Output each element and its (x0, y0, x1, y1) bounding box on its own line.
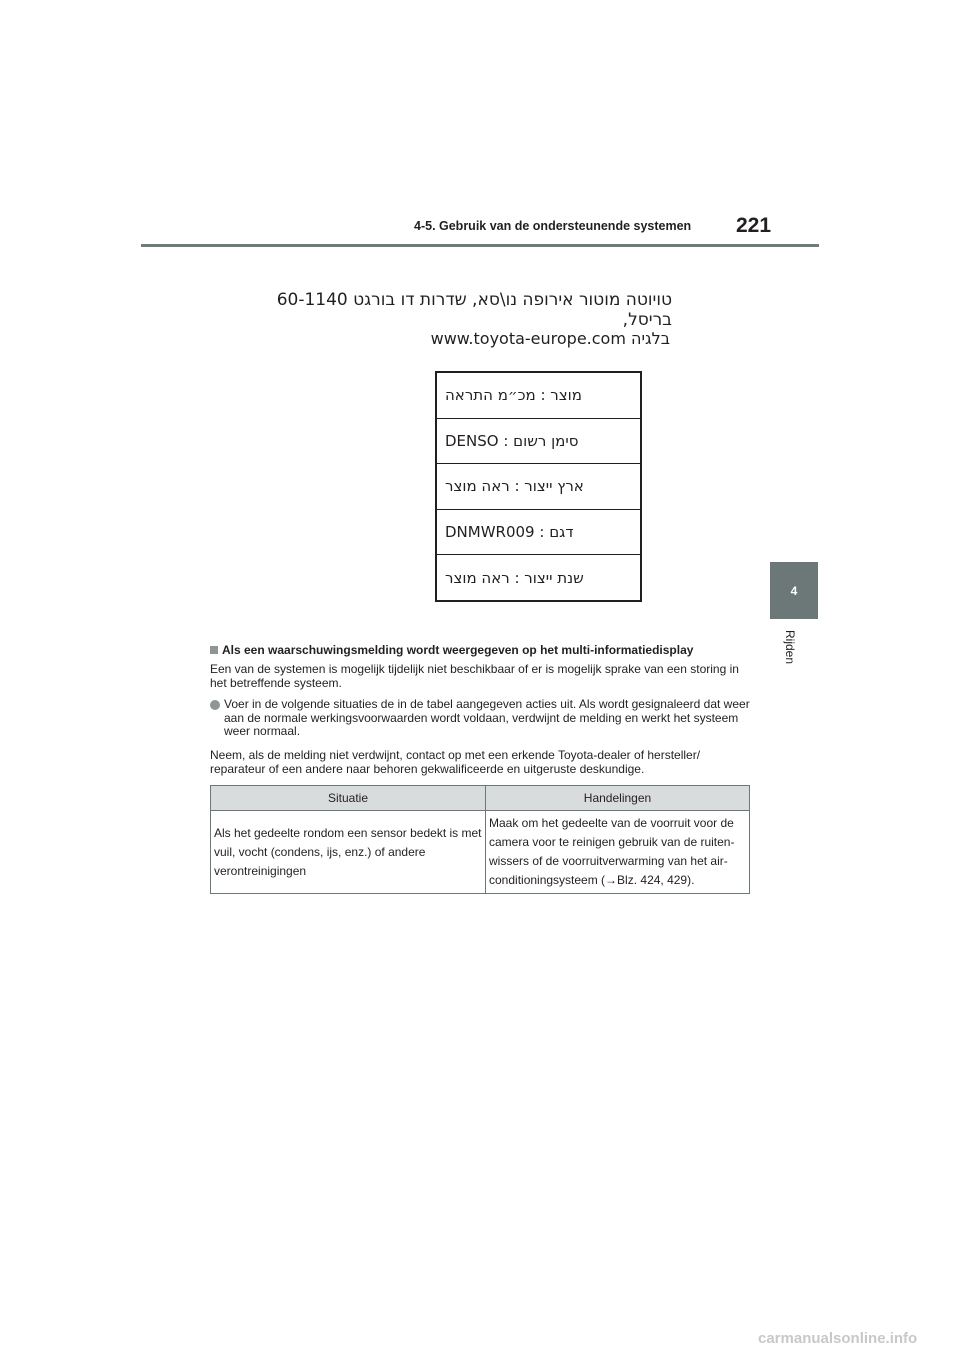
circle-bullet-icon (210, 700, 220, 710)
label-row-model: דגם : DNMWR009 (437, 510, 640, 556)
intro-paragraph: Een van de systemen is mogelijk tijdelijk niet beschikbaar of er is mogelijk sprake van een storing in het betreffende systeem. (210, 662, 739, 690)
column-header-actions: Handelingen (486, 786, 750, 811)
header-divider (141, 244, 819, 247)
chapter-label: Rijden (783, 630, 797, 665)
contact-paragraph: Neem, als de melding niet verdwijnt, contact op met een erkende Toyota-dealer of hersteller/ reparateur of een andere naar behoren gekwalificeerde en uitgeruste deskundige. (210, 748, 701, 776)
hebrew-address-line: טויוטה מוטור אירופה נו\סא, שדרות דו בורגט 60-1140 בריסל, (276, 290, 672, 330)
table-cell-situation: Als het gedeelte rondom een sensor bedekt is met vuil, vocht (condens, ijs, enz.) of andere verontreinigingen (211, 811, 486, 894)
square-bullet-icon (210, 646, 218, 654)
label-row-country: ארץ ייצור : ראה מוצר (437, 464, 640, 510)
bullet-paragraph-text: Voer in de volgende situaties de in de tabel aangegeven acties uit. Als wordt gesignaleerd dat weer aan de normale werkingsvoorwaarden wordt voldaan, verdwijnt de melding en werkt het systeem weer normaal. (224, 697, 750, 738)
hebrew-website-line: בלגיה www.toyota-europe.com (430, 329, 670, 348)
table-row (211, 811, 750, 894)
label-row-brand: סימן רשום : DENSO (437, 419, 640, 465)
watermark: carmanualsonline.info (758, 1330, 918, 1347)
section-title: 4-5. Gebruik van de ondersteunende systemen (414, 219, 692, 233)
section-heading-text: Als een waarschuwingsmelding wordt weergegeven op het multi-informatiedisplay (222, 643, 694, 657)
certification-label-box (435, 371, 642, 602)
chapter-number: 4 (790, 583, 798, 598)
column-header-situation: Situatie (211, 786, 486, 811)
situation-action-table (210, 785, 750, 894)
table-cell-action: Maak om het gedeelte van de voorruit voor de camera voor te reinigen gebruik van de ruiten-wissers of de voorruitverwarming van het air-conditioningsysteem (→Blz. 424, 429). (486, 811, 750, 894)
section-heading (210, 644, 750, 658)
label-row-year: שנת ייצור : ראה מוצר (445, 568, 584, 587)
table-header-row (211, 786, 750, 811)
chapter-tab (770, 562, 818, 619)
page-number: 221 (736, 214, 772, 237)
label-row-product: מוצר : מכ״מ התראה (437, 373, 640, 419)
bullet-paragraph (210, 698, 750, 739)
